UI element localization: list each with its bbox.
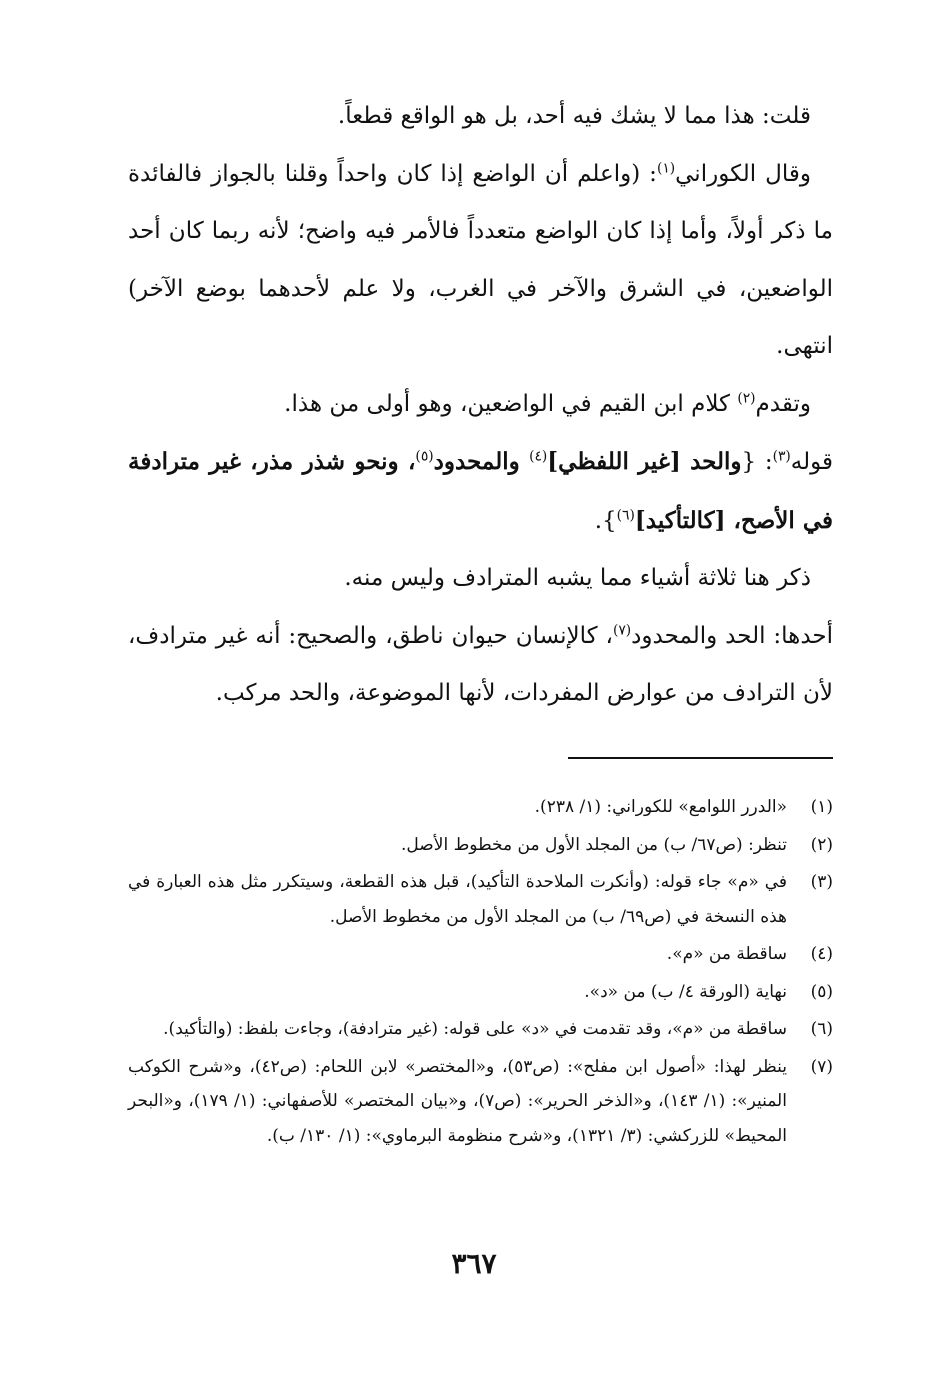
footnote-text: في «م» جاء قوله: (وأنكرت الملاحدة التأكيد)، قبل هذه القطعة، وسيتكرر مثل هذه العبارة في هذه النسخة في (ص٦٩/ ب) من المجلد الأول من مخطوط الأصل. [128, 872, 787, 927]
footnote-ref-6[interactable]: (٦) [616, 506, 635, 523]
footnote-item [128, 1050, 833, 1154]
text-run: }. [594, 507, 617, 534]
footnote-ref-3[interactable]: (٣) [772, 448, 791, 465]
footnote-text: «الدرر اللوامع» للكوراني: (١/ ٢٣٨). [534, 797, 787, 817]
footnote-item [128, 790, 833, 825]
footnote-ref-1[interactable]: (١) [656, 159, 676, 176]
paragraph-5: ذكر هنا ثلاثة أشياء مما يشبه المترادف وليس منه. [344, 565, 811, 591]
paragraph-3 [128, 376, 833, 434]
footnote-item [128, 937, 833, 972]
footnote-number: (٢) [810, 834, 833, 855]
footnote-number: (١) [810, 797, 833, 817]
footnote-ref-4[interactable]: (٤) [529, 448, 548, 465]
main-text [128, 88, 833, 723]
footnote-number: (٦) [810, 1019, 833, 1039]
footnote-number: (٣) [810, 872, 833, 892]
footnote-item [128, 975, 833, 1010]
text-run: ، كالإنسان حيوان ناطق، والصحيح: أنه غير مترادف، لأن الترادف من عوارض المفردات، لأنها الموضوعة، والحد مركب. [128, 622, 833, 706]
text-run: وقال الكوراني [675, 160, 811, 187]
footnote-text: تنظر: (ص٦٧/ ب) من المجلد الأول من مخطوط الأصل. [401, 834, 787, 855]
matn-text: والحد [غير اللفظي] [547, 448, 742, 475]
footnote-text: ساقطة من «م»، وقد تقدمت في «د» على قوله: (غير مترادفة)، وجاءت بلفظ: (والتأكيد). [163, 1019, 787, 1039]
footnote-divider [568, 757, 833, 759]
footnote-text: ينظر لهذا: «أصول ابن مفلح»: (ص٥٣)، و«المختصر» لابن اللحام: (ص٤٢)، و«شرح الكوكب المنير»: (١/ ١٤٣)، و«الذخر الحرير»: (ص٧)، و«بيان المختصر» للأصفهاني: (١/ ١٧٩)، و«البحر المحيط» للزركشي: (٣/ ١٣٢١)، و«شرح منظومة البرماوي»: (١/ ١٣٠/ ب). [128, 1056, 787, 1146]
text-run: قوله [790, 449, 834, 475]
text-run: : (واعلم أن الواضع إذا كان واحداً وقلنا بالجواز فالفائدة ما ذكر أولاً، وأما إذا كان الواضع متعدداً فالأمر فيه واضح؛ لأنه ربما كان أحد الواضعين، في الشرق والآخر في الغرب، ولا علم لأحدهما بوضع الآخر) انتهى. [128, 160, 833, 359]
paragraph-6 [128, 608, 833, 723]
footnote-number: (٧) [810, 1056, 833, 1077]
text-run: : { [741, 449, 773, 475]
paragraph-2 [128, 146, 833, 376]
page-content [128, 88, 834, 1146]
footnote-ref-2[interactable]: (٢) [737, 389, 756, 406]
footnote-item [128, 865, 833, 934]
footnotes [128, 790, 833, 1156]
matn-text: ، ونحو شذر مذر، غير مترادفة في الأصح، [كالتأكيد] [128, 448, 833, 534]
footnote-text: نهاية (الورقة ٤/ ب) من «د». [584, 981, 787, 1002]
footnote-item [128, 1012, 833, 1047]
footnote-ref-5[interactable]: (٥) [415, 448, 434, 465]
footnote-number: (٥) [810, 981, 833, 1002]
footnote-number: (٤) [810, 944, 833, 964]
text-run: أحدها: الحد والمحدود [631, 622, 833, 649]
page-number: ٣٦٧ [451, 1247, 497, 1280]
matn-text: والمحدود [433, 448, 530, 475]
footnote-text: ساقطة من «م». [666, 944, 787, 964]
text-run: وتقدم [755, 390, 811, 417]
text-run: كلام ابن القيم في الواضعين، وهو أولى من هذا. [284, 390, 738, 417]
footnote-ref-7[interactable]: (٧) [612, 621, 632, 638]
paragraph-4-quote [128, 433, 833, 550]
footnote-item [128, 828, 833, 863]
paragraph-1: قلت: هذا مما لا يشك فيه أحد، بل هو الواقع قطعاً. [337, 103, 811, 129]
